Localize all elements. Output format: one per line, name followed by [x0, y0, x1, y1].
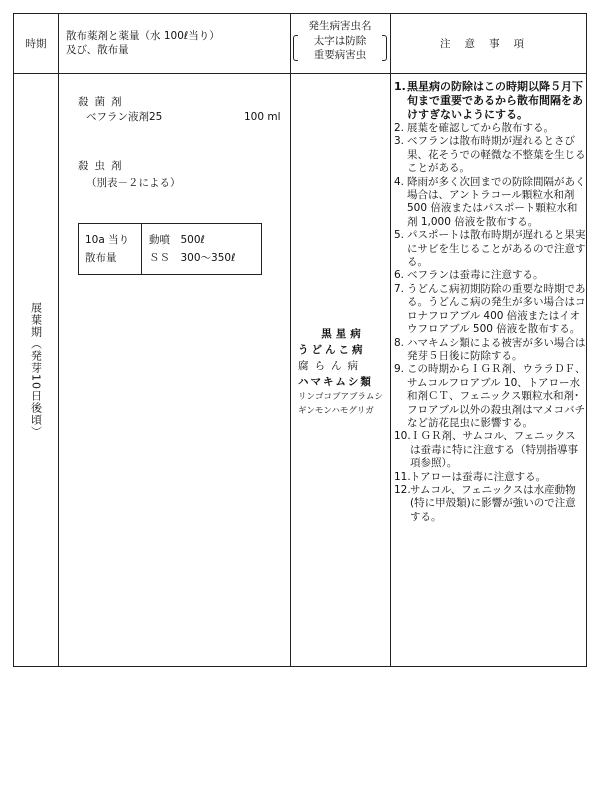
- pest-item: ハマキムシ類: [298, 376, 373, 388]
- note-item: 4. 降雨が多く次回までの防除間隔があく場合は、アントラコール顆粒水和剤 500 倍液またはパスポート顆粒水和剤 1,000 倍液を散布する。: [394, 175, 586, 228]
- header-period: 時期: [25, 37, 47, 50]
- fungicide-item: ベフラン液剤25: [86, 111, 163, 123]
- header-pests-title: 発生病害虫名: [308, 20, 372, 32]
- header-pests-note-line2: 重要病害虫: [313, 49, 367, 61]
- spray-rate-values: 動噴 500ℓ ＳＳ 300～350ℓ: [149, 234, 236, 264]
- header-chemicals: [66, 29, 288, 57]
- spray-rate-box: [78, 223, 262, 275]
- header-pests: [290, 19, 390, 62]
- insecticide-label: 殺虫剤: [78, 160, 128, 172]
- note-item: 11. トアローは蚕毒に注意する。: [394, 470, 547, 483]
- pest-item: リンゴコブアブラムシ: [298, 392, 383, 402]
- header-notes: 注意事項: [440, 37, 538, 50]
- header-pests-note-line1: 太字は防除: [313, 35, 367, 47]
- spray-rate-label: 10a 当り 散布量: [85, 234, 130, 264]
- note-item: 6. ベフランは蚕毒に注意する。: [394, 269, 544, 282]
- column-divider: [290, 14, 291, 666]
- spray-rate-divider: [141, 224, 142, 274]
- note-item: 1. 黒星病の防除はこの時期以降５月下旬まで重要であるから散布間隔をあけすぎないようにする。: [394, 80, 583, 121]
- column-divider: [58, 14, 59, 666]
- header-chemicals-line1: 散布薬剤と薬量（水 100ℓ当り）: [66, 30, 220, 42]
- insecticide-note: （別表－２による）: [86, 177, 181, 189]
- note-item: 10. ＩＧＲ剤、サムコル、フェニックスは蚕毒に特に注意する（特別指導事項参照）。: [394, 430, 578, 470]
- pest-item: ギンモンハモグリガ: [298, 406, 374, 416]
- spray-schedule-table: [13, 13, 587, 667]
- pest-item: 黒星病: [321, 328, 365, 340]
- fungicide-label: 殺菌剤: [78, 96, 128, 108]
- note-item: 9. この時期からＩＧＲ剤、ウララＤＦ、サムコルフロアブル 10、トアロー水和剤ＣＴ、フェニックス顆粒水和剤･フロアブル以外の殺虫剤はマメコバチなど訪花昆虫に影響する。: [394, 363, 586, 429]
- notes-cell: [394, 80, 586, 524]
- period-label: 展葉期（発芽10日後頃）: [29, 302, 43, 438]
- pest-item: 腐らん病: [298, 360, 364, 372]
- column-divider: [390, 14, 391, 666]
- fungicide-dose: 100 ml: [244, 111, 281, 123]
- pest-item: うどんこ病: [298, 344, 366, 356]
- note-item: 8. ハマキムシ類による被害が多い場合は発芽５日後に防除する。: [394, 336, 586, 362]
- notes-list: [394, 80, 586, 524]
- header-divider: [14, 73, 586, 74]
- note-item: 2. 展葉を確認してから散布する。: [394, 122, 554, 134]
- header-chemicals-line2: 及び、散布量: [66, 44, 129, 56]
- note-item: 7. うどんこ病初期防除の重要な時期である。うどんこ病の発生が多い場合はコロナフロアブル 400 倍液またはイオウフロアブル 500 倍液を散布する。: [394, 282, 586, 336]
- note-item: 3. ベフランは散布時期が遅れるとさび果、花そうでの軽微な不整葉を生じることがある。: [394, 135, 586, 175]
- note-item: 12. サムコル、フェニックスは水産動物(特に甲殻類)に影響が強いので注意する。: [394, 483, 576, 523]
- header-pests-note: [293, 34, 387, 62]
- period-cell: [14, 73, 58, 667]
- pests-cell: [292, 326, 390, 418]
- note-item: 5. パスポートは散布時期が遅れると果実にサビを生じることがあるので注意する。: [394, 229, 586, 269]
